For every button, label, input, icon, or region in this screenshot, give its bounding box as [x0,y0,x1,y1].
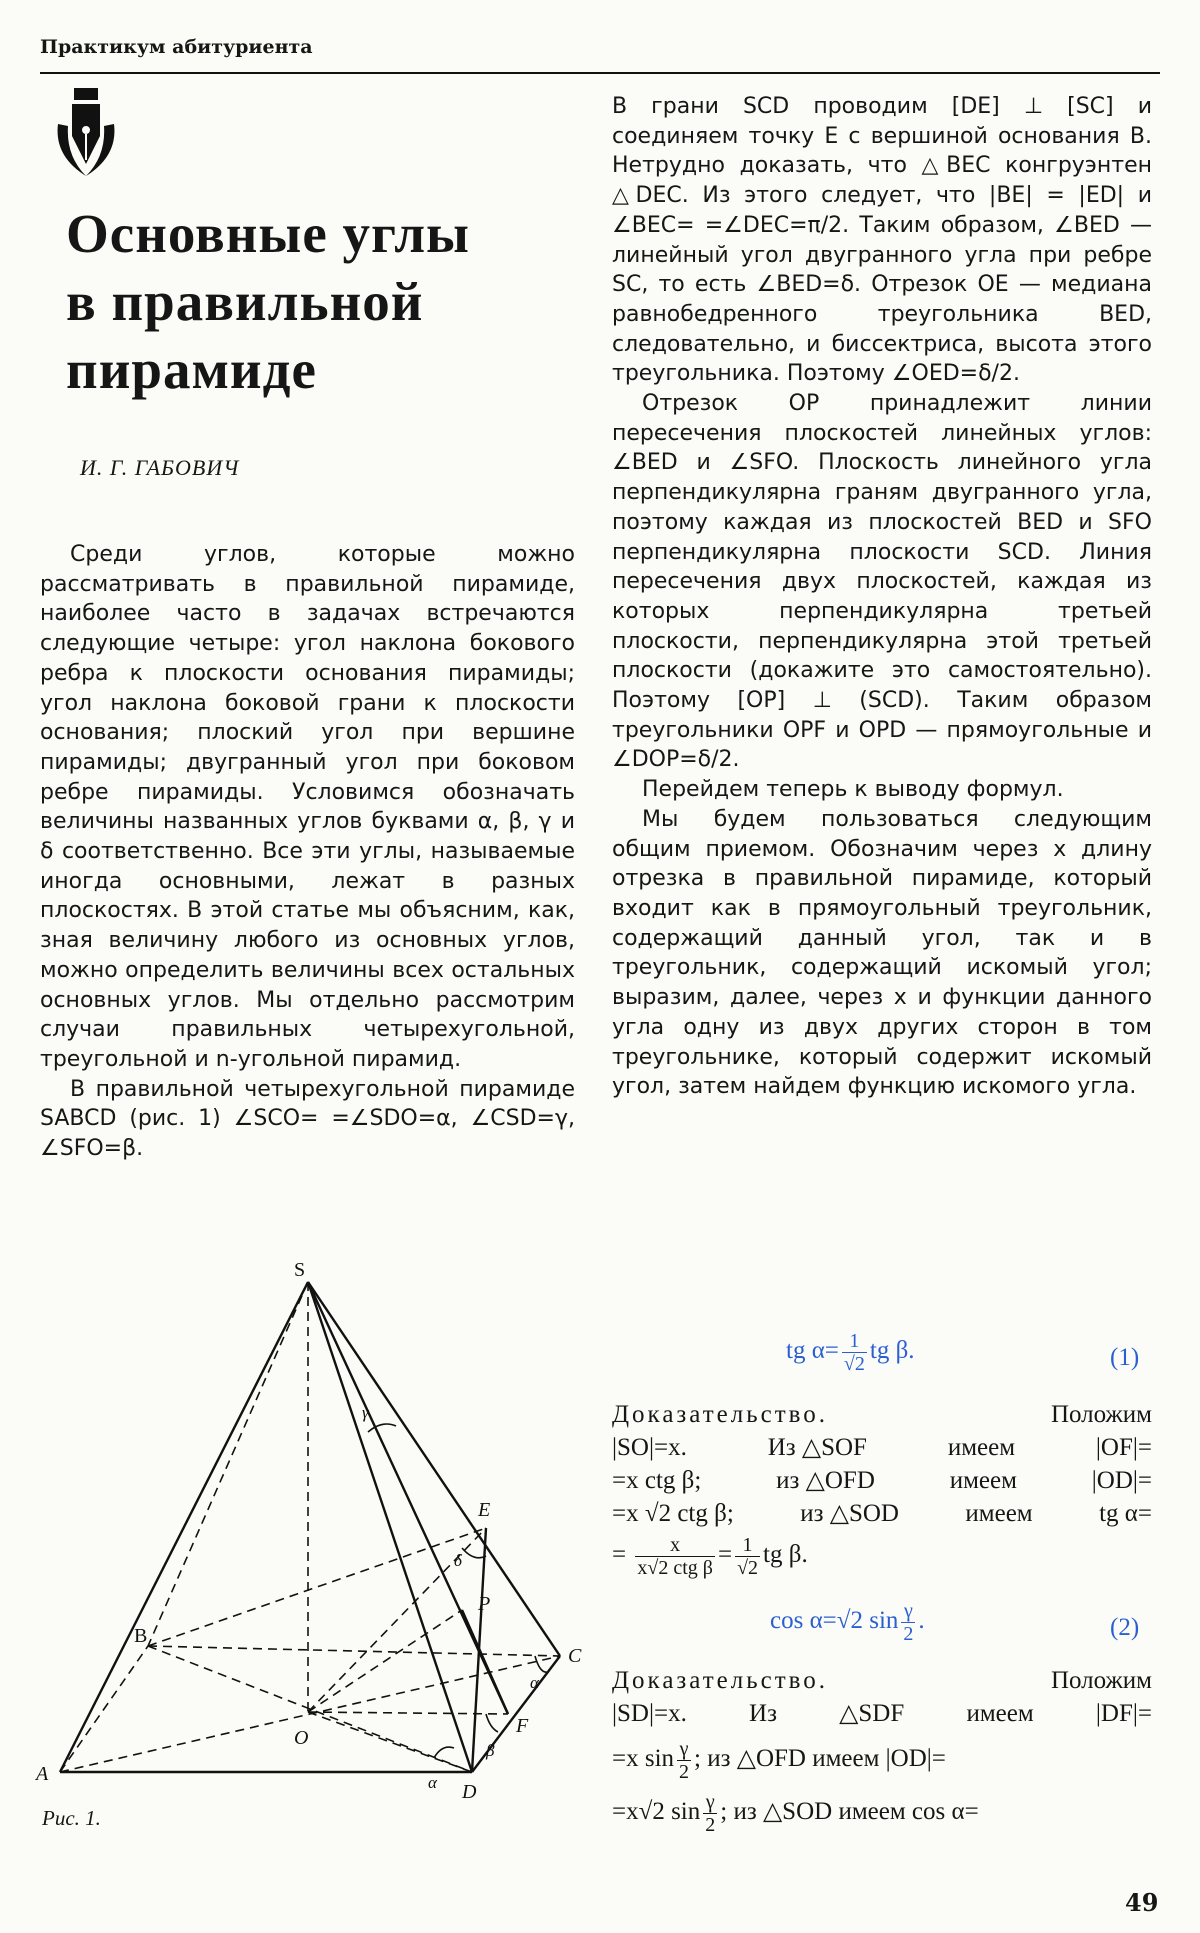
proof-1-tail: tg β. [763,1541,808,1569]
paragraph-method: Мы будем пользоваться следующим общим приемом. Обозначим через x длину отрезка в правильной пирамиде, который входит как в прямоугольный треугольник, содержащий данный угол, так и в треугольник, содержащий искомый угол; выразим, далее, через x и функции данного угла одну из двух других сторон в том треугольнике, который содержит искомый угол, затем найдем функцию искомого угла. [612,806,1152,1100]
formula-2 [770,1600,925,1645]
paragraph-face-scd: В грани SCD проводим [DE] ⊥ [SC] и соединяем точку E с вершиной основания B. Нетрудно доказать, что △BEC конгруэнтен △DEC. Из этого следует, что |BE| = |ED| и ∠BEC= =∠DEC=π/2. Таким образом, ∠BED — линейный угол двугранного угла при ребре SC, то есть ∠BED=δ. Отрезок OE — медиана равнобедренного треугольника BED, следовательно, и биссектриса, высота этого треугольника. Поэтому ∠OED=δ/2. [612,94,1152,387]
vertex-label-p: P [478,1593,491,1615]
proof-2-l3-den: 2 [705,1814,716,1836]
proof-1-l1-b: Из △SOF [767,1434,867,1461]
proof-1-l3-b: из △SOD [800,1500,899,1527]
proof-1-l1-c: имеем [947,1434,1016,1461]
paragraph-formulas-intro: Перейдем теперь к выводу формул. [642,777,1064,803]
proof-1-frac1-den: x√2 ctg β [637,1557,713,1579]
formula-2-num: γ [901,1600,915,1623]
pen-nib-emblem-icon [46,86,126,186]
formula-2-fraction [901,1600,915,1645]
proof-2 [612,1664,1152,1836]
running-header: Практикум абитуриента [40,36,313,58]
proof-1-word: Доказательство. [612,1401,829,1428]
vertex-label-d: D [462,1781,477,1803]
equation-number-2: (2) [1110,1614,1140,1641]
formula-1 [786,1330,915,1375]
angle-label-delta: δ [454,1551,462,1570]
vertex-label-a: A [36,1763,49,1785]
proof-2-word: Доказательство. [612,1667,829,1694]
proof-2-l1-e: |DF|= [1095,1700,1152,1727]
proof-1-l2-d: |OD|= [1091,1467,1152,1494]
paragraph-quadrangular: В правильной четырехугольной пирамиде SABCD (рис. 1) ∠SCO= =∠SDO=α, ∠CSD=γ, ∠SFO=β. [40,1076,575,1162]
angle-label-gamma: γ [362,1403,369,1422]
proof-2-l2-frac [677,1738,691,1783]
page-number: 49 [1125,1888,1159,1917]
proof-1-frac2 [735,1534,760,1579]
proof-2-l3-a: =x√2 sin [612,1798,701,1826]
article-title [66,200,470,404]
proof-2-l2-a: =x sin [612,1745,675,1773]
proof-1-l1-d: |OF|= [1095,1434,1152,1461]
figure-caption: Рис. 1. [42,1806,101,1830]
angle-label-beta: β [486,1741,495,1760]
paragraph-segment-op: Отрезок OP принадлежит линии пересечения плоскостей линейных углов: ∠BED и ∠SFO. Плоскость линейного угла перпендикулярна граням двугранного угла, поэтому каждая из плоскостей BED и SFO перпендикулярна плоскости SCD. Линия пересечения двух плоскостей, каждая из которых перпендикулярна третьей плоскости, перпендикулярна этой третьей плоскости (докажите это самостоятельно). Поэтому [OP] ⊥ (SCD). Таким образом треугольники OPF и OPD — прямоугольные и ∠DOP=δ/2. [612,391,1152,773]
vertex-label-f: F [516,1715,529,1737]
proof-2-l2-den: 2 [679,1761,690,1783]
proof-1-frac2-num: 1 [735,1534,760,1557]
proof-1-l3-d: tg α= [1099,1500,1152,1527]
proof-1-frac2-den: √2 [737,1557,759,1579]
proof-1-frac1 [635,1534,715,1579]
proof-2-l1-a: |SD|=x. [612,1700,687,1727]
formula-1-rhs: tg β. [869,1337,915,1365]
proof-2-line-3 [612,1791,1152,1836]
proof-2-l2-num: γ [677,1738,691,1761]
formula-1-fraction [842,1330,867,1375]
formula-2-lhs: cos α=√2 sin [770,1607,899,1635]
proof-1-result [612,1534,1152,1579]
proof-2-l3-b: ; из △SOD имеем cos α= [720,1798,979,1826]
title-line-1: Основные углы [66,203,470,264]
vertex-label-c: C [568,1645,582,1667]
title-line-2: в правильной [66,271,424,332]
formula-1-num: 1 [842,1330,867,1353]
angle-label-alpha-c: α [530,1673,539,1692]
vertex-label-s: S [294,1259,306,1281]
proof-1-eq: = [612,1541,627,1569]
paragraph-intro: Среди углов, которые можно рассматривать в правильной пирамиде, наиболее часто в задачах встречаются следующие четыре: угол наклона бокового ребра к плоскости основания пирамиды; угол наклона боковой грани к плоскости основания; плоский угол при вершине пирамиды; двугранный угол при боковом ребре пирамиды. Условимся обозначать величины названных углов буквами α, β, γ и δ соответственно. Все эти углы, называемые иногда основными, лежат в разных плоскостях. В этой статье мы объясним, как, зная величину любого из основных углов, можно определить величины всех остальных основных углов. Мы отдельно рассмотрим случаи правильных четырехугольной, треугольной и n-угольной пирамид. [40,542,575,1072]
proof-2-l1-d: имеем [966,1700,1034,1727]
right-column [612,92,1152,1102]
formula-1-den: √2 [843,1353,865,1375]
proof-1-frac1-num: x [635,1534,715,1557]
pyramid-figure [30,1259,590,1803]
vertex-label-b: B [134,1625,148,1647]
proof-2-l2-b: ; из △OFD имеем |OD|= [694,1745,946,1773]
equation-number-1: (1) [1110,1344,1140,1371]
formula-1-lhs: tg α= [786,1337,839,1365]
author: И. Г. ГАБОВИЧ [80,455,240,480]
proof-1-l3-c: имеем [965,1500,1033,1527]
proof-1-l2-b: из △OFD [776,1467,875,1494]
proof-1 [612,1398,1152,1579]
proof-2-l3-frac [703,1791,717,1836]
proof-1-l3-a: =x √2 ctg β; [612,1500,734,1527]
formula-2-den: 2 [903,1623,914,1645]
proof-1-l2-c: имеем [949,1467,1017,1494]
title-line-3: пирамиде [66,339,317,400]
vertex-label-o: O [294,1727,309,1749]
proof-2-l3-num: γ [703,1791,717,1814]
proof-1-l2-a: =x ctg β; [612,1467,702,1494]
formula-2-rhs: . [918,1607,925,1635]
vertex-label-e: E [478,1499,491,1521]
angle-label-alpha-d: α [428,1773,437,1792]
proof-2-line-2 [612,1738,1152,1783]
left-column [40,540,575,1164]
proof-1-l1-a: |SO|=x. [612,1434,687,1461]
proof-2-l1-b: Из [749,1700,777,1727]
proof-1-eq2: = [717,1541,733,1569]
proof-2-l1-c: △SDF [839,1700,905,1727]
proof-1-start: Положим [1050,1401,1152,1428]
proof-2-start: Положим [1050,1667,1152,1694]
header-rule [40,72,1160,74]
